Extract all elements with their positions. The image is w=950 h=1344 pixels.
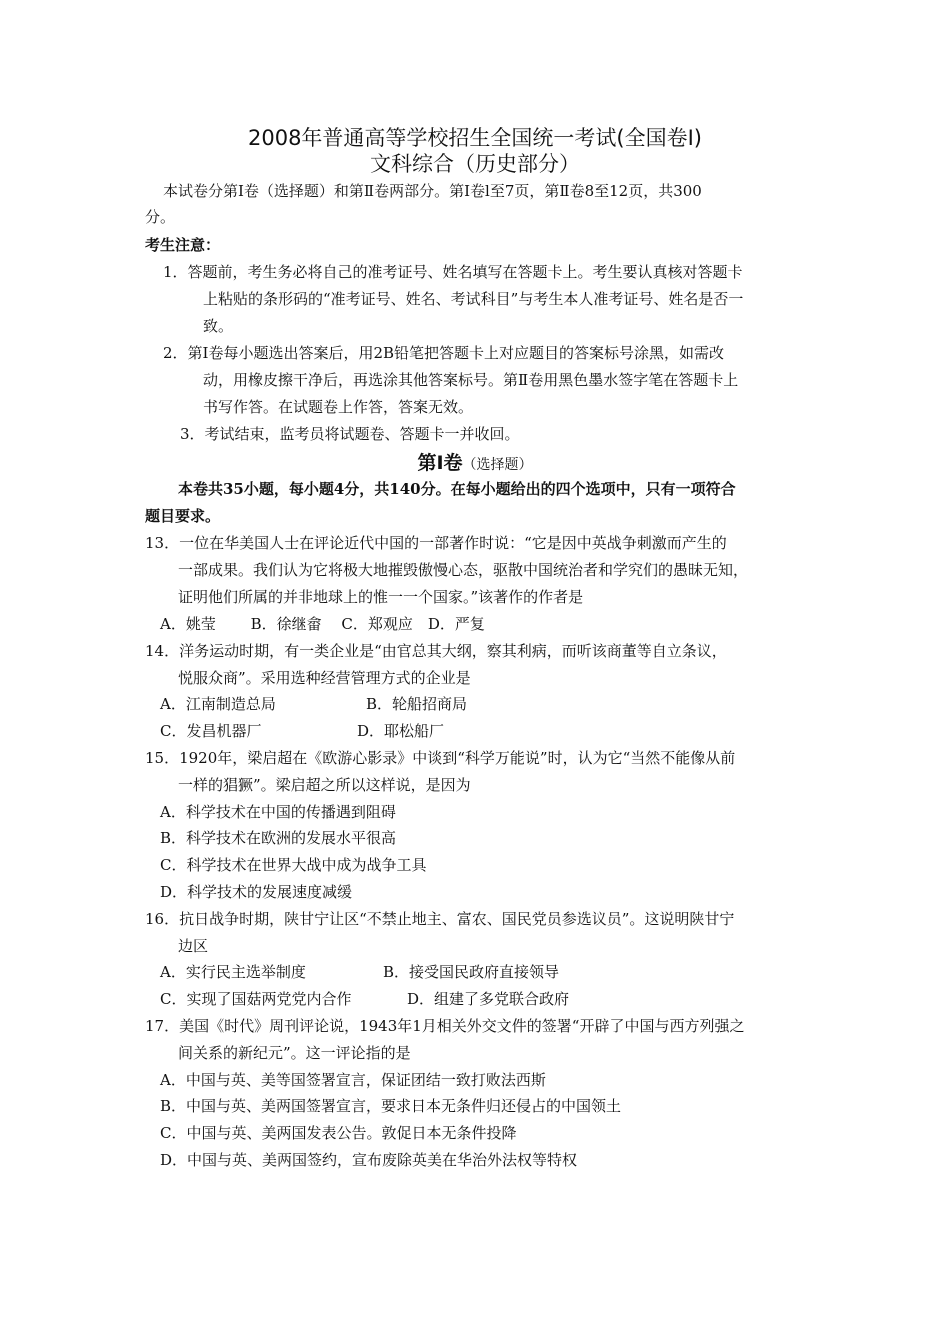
q13-stem-line-3: 证明他们所属的并非地球上的惟一一个国家。”该著作的作者是 <box>178 588 584 606</box>
section-instruction-line-2: 题目要求。 <box>145 507 221 525</box>
exam-subtitle: 文科综合（历史部分） <box>370 152 580 176</box>
notice-item-2-line-3: 书写作答。在试题卷上作答，答案无效。 <box>203 398 474 416</box>
q15-option-d: D．科学技术的发展速度减缓 <box>160 883 353 901</box>
q17-option-b: B．中国与英、美两国签署宣言，要求日本无条件归还侵占的中国领土 <box>160 1097 622 1115</box>
section-title-main: 第Ⅰ卷 <box>417 452 463 474</box>
exam-title: 2008年普通高等学校招生全国统一考试(全国卷Ⅰ) <box>247 126 703 150</box>
notice-item-1-line-3: 致。 <box>203 317 234 335</box>
intro-line-2: 分。 <box>145 208 176 226</box>
q14-stem-line-2: 悦服众商”。采用选种经营管理方式的企业是 <box>178 669 471 687</box>
q17-option-d: D．中国与英、美两国签约，宣布废除英美在华治外法权等特权 <box>160 1151 578 1169</box>
q15-option-a: A．科学技术在中国的传播遇到阻碍 <box>160 803 396 821</box>
section-instruction-line-1: 本卷共35小题，每小题4分，共140分。在每小题给出的四个选项中，只有一项符合 <box>178 480 736 498</box>
intro-line-1: 本试卷分第Ⅰ卷（选择题）和第Ⅱ卷两部分。第Ⅰ卷l至7页，第Ⅱ卷8至12页，共300 <box>163 182 702 200</box>
q17-stem-line-2: 间关系的新纪元”。这一评论指的是 <box>178 1044 411 1062</box>
q15-option-b: B．科学技术在欧洲的发展水平很高 <box>160 829 397 847</box>
q14-option-c: C．发昌机器厂 <box>160 722 262 740</box>
q17-option-a: A．中国与英、美等国签署宣言，保证团结一致打败法西斯 <box>160 1071 546 1089</box>
q15-stem-line-1: 15．1920年，梁启超在《欧游心影录》中谈到“科学万能说”时，认为它“当然不能像从前 <box>145 749 736 767</box>
q16-option-a: A．实行民主选举制度 <box>160 963 306 981</box>
q14-stem-line-1: 14．洋务运动时期，有一类企业是“由官总其大纲，察其利病，而听该商董等自立条议， <box>145 642 727 660</box>
q17-stem-line-1: 17．美国《时代》周刊评论说，1943年1月相关外交文件的签署“开辟了中国与西方列强之 <box>145 1017 745 1035</box>
q16-option-b: B．接受国民政府直接领导 <box>383 963 560 981</box>
notice-item-2-line-1: 2．第Ⅰ卷每小题选出答案后，用2B铅笔把答题卡上对应题目的答案标号涂黑，如需改 <box>163 344 725 362</box>
section-title-sub: （选择题） <box>462 457 533 473</box>
q16-stem-line-2: 边区 <box>178 937 209 955</box>
q14-option-b: B．轮船招商局 <box>366 695 468 713</box>
q17-option-c: C．中国与英、美两国发表公告。敦促日本无条件投降 <box>160 1124 517 1142</box>
q15-stem-line-2: 一样的猖獗”。梁启超之所以这样说，是因为 <box>178 776 471 794</box>
notice-heading: 考生注意： <box>145 236 221 254</box>
q15-option-c: C．科学技术在世界大战中成为战争工具 <box>160 856 427 874</box>
q16-option-d: D．组建了多党联合政府 <box>407 990 570 1008</box>
notice-item-2-line-2: 动，用橡皮擦干净后，再选涂其他答案标号。第Ⅱ卷用黑色墨水签字笔在答题卡上 <box>203 371 739 389</box>
q14-option-d: D．耶松船厂 <box>357 722 445 740</box>
notice-item-3-line-1: 3．考试结束，监考员将试题卷、答题卡一并收回。 <box>180 425 520 443</box>
section-title <box>0 450 950 478</box>
q14-option-a: A．江南制造总局 <box>160 695 276 713</box>
q13-stem-line-2: 一部成果。我们认为它将极大地摧毁傲慢心态，驱散中国统治者和学究们的愚昧无知， <box>178 561 749 579</box>
q13-options: A．姚莹 B．徐继畲 C．郑观应 D．严复 <box>160 615 485 633</box>
q13-stem-line-1: 13．一位在华美国人士在评论近代中国的一部著作时说：“它是因中英战争刺激而产生的 <box>145 534 727 552</box>
q16-stem-line-1: 16．抗日战争时期，陕甘宁让区“不禁止地主、富农、国民党员参选议员”。这说明陕甘宁 <box>145 910 735 928</box>
notice-item-1-line-2: 上粘贴的条形码的“准考证号、姓名、考试科目”与考生本人准考证号、姓名是否一 <box>203 290 744 308</box>
q16-option-c: C．实现了国菇两党党内合作 <box>160 990 352 1008</box>
notice-item-1-line-1: 1．答题前，考生务必将自己的准考证号、姓名填写在答题卡上。考生要认真核对答题卡 <box>163 263 743 281</box>
